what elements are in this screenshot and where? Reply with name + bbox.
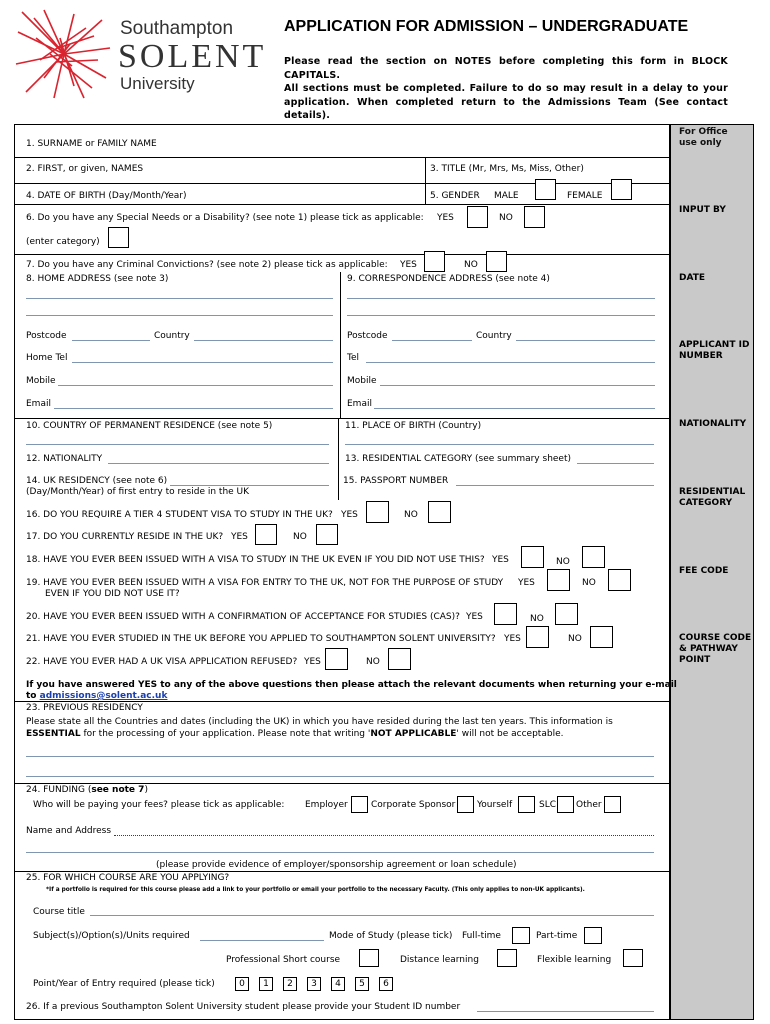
special-needs-yes-label: YES bbox=[437, 213, 454, 223]
q18-no-label: NO bbox=[556, 557, 570, 567]
funding-corporate-label: Corporate Sponsor bbox=[371, 800, 456, 810]
funding-employer-label: Employer bbox=[305, 800, 348, 810]
q22-label: 22. HAVE YOU EVER HAD A UK VISA APPLICATION REFUSED? bbox=[26, 657, 298, 667]
q19-yes-label: YES bbox=[518, 578, 535, 588]
previous-residency-input[interactable] bbox=[26, 776, 654, 777]
funding-yourself-checkbox[interactable] bbox=[518, 796, 535, 813]
point-6-checkbox[interactable]: 6 bbox=[379, 977, 393, 991]
place-of-birth-label: 11. PLACE OF BIRTH (Country) bbox=[345, 421, 482, 431]
q20-yes-checkbox[interactable] bbox=[494, 603, 517, 625]
mode-of-study-label: Mode of Study (please tick) bbox=[329, 931, 453, 941]
home-email-label: Email bbox=[26, 399, 51, 409]
funding-yourself-label: Yourself bbox=[477, 800, 513, 810]
special-needs-no-label: NO bbox=[499, 213, 513, 223]
corr-email-input[interactable] bbox=[374, 408, 655, 409]
home-tel-label: Home Tel bbox=[26, 353, 68, 363]
q21-yes-checkbox[interactable] bbox=[526, 626, 549, 648]
funding-slc-checkbox[interactable] bbox=[557, 796, 574, 813]
q17-yes-checkbox[interactable] bbox=[255, 524, 277, 545]
course-title-input[interactable] bbox=[90, 915, 654, 916]
q18-yes-label: YES bbox=[492, 555, 509, 565]
field-dob-label: 4. DATE OF BIRTH (Day/Month/Year) bbox=[26, 191, 187, 201]
professional-short-label: Professional Short course bbox=[226, 955, 341, 965]
corr-email-label: Email bbox=[347, 399, 372, 409]
home-mobile-input[interactable] bbox=[58, 385, 333, 386]
point-5-checkbox[interactable]: 5 bbox=[355, 977, 369, 991]
name-address-label: Name and Address bbox=[26, 826, 112, 836]
residential-category-input[interactable] bbox=[577, 463, 654, 464]
university-logo bbox=[14, 8, 267, 100]
criminal-yes-checkbox[interactable] bbox=[424, 251, 445, 272]
instruction-line: All sections must be completed. Failure to do so may result in a delay to your bbox=[284, 83, 728, 94]
q16-label: 16. DO YOU REQUIRE A TIER 4 STUDENT VISA TO STUDY IN THE UK? bbox=[26, 510, 333, 520]
home-address-line[interactable] bbox=[26, 298, 333, 299]
field-surname-label: 1. SURNAME or FAMILY NAME bbox=[26, 139, 157, 149]
corr-tel-input[interactable] bbox=[366, 362, 655, 363]
criminal-yes-label: YES bbox=[400, 260, 417, 270]
q17-no-label: NO bbox=[293, 532, 307, 542]
gender-male-label: MALE bbox=[494, 191, 519, 201]
office-title: For Office use only bbox=[679, 127, 728, 148]
student-id-label: 26. If a previous Southampton Solent University student please provide your Student ID number bbox=[26, 1002, 461, 1012]
criminal-no-label: NO bbox=[464, 260, 478, 270]
q18-no-checkbox[interactable] bbox=[582, 546, 605, 568]
funding-employer-checkbox[interactable] bbox=[351, 796, 368, 813]
professional-short-checkbox[interactable] bbox=[359, 949, 379, 967]
q17-yes-label: YES bbox=[231, 532, 248, 542]
home-postcode-label: Postcode bbox=[26, 331, 67, 341]
q16-no-checkbox[interactable] bbox=[428, 501, 451, 523]
instructions bbox=[284, 55, 728, 123]
office-input-by: INPUT BY bbox=[679, 205, 726, 215]
starburst-logo-icon bbox=[14, 8, 114, 100]
point-2-checkbox[interactable]: 2 bbox=[283, 977, 297, 991]
fulltime-checkbox[interactable] bbox=[512, 927, 530, 944]
corr-postcode-label: Postcode bbox=[347, 331, 388, 341]
home-mobile-label: Mobile bbox=[26, 376, 56, 386]
correspondence-address-label: 9. CORRESPONDENCE ADDRESS (see note 4) bbox=[347, 274, 550, 284]
field-special-needs-label: 6. Do you have any Special Needs or a Disability? (see note 1) please tick as applicable: bbox=[26, 213, 424, 223]
office-residential: RESIDENTIAL CATEGORY bbox=[679, 487, 746, 508]
special-needs-yes-checkbox[interactable] bbox=[467, 206, 488, 228]
course-label: 25. FOR WHICH COURSE ARE YOU APPLYING? bbox=[26, 873, 230, 883]
q22-no-label: NO bbox=[366, 657, 380, 667]
funding-corporate-checkbox[interactable] bbox=[457, 796, 474, 813]
office-fee-code: FEE CODE bbox=[679, 566, 729, 576]
parttime-label: Part-time bbox=[536, 931, 578, 941]
point-year-label: Point/Year of Entry required (please tick) bbox=[33, 979, 215, 989]
passport-number-label: 15. PASSPORT NUMBER bbox=[343, 476, 449, 486]
q21-no-label: NO bbox=[568, 634, 582, 644]
special-needs-no-checkbox[interactable] bbox=[524, 206, 545, 228]
funding-label: 24. FUNDING (see note 7) bbox=[26, 785, 148, 795]
q18-yes-checkbox[interactable] bbox=[521, 546, 544, 568]
q19-no-label: NO bbox=[582, 578, 596, 588]
admissions-email-link[interactable]: admissions@solent.ac.uk bbox=[39, 691, 168, 701]
funding-slc-label: SLC bbox=[539, 800, 557, 810]
q20-yes-label: YES bbox=[466, 612, 483, 622]
logo-line-southampton: Southampton bbox=[120, 18, 234, 39]
corr-address-line[interactable] bbox=[347, 315, 655, 316]
office-course-code: COURSE CODE & PATHWAY POINT bbox=[679, 633, 752, 665]
q20-no-label: NO bbox=[530, 614, 544, 624]
criminal-no-checkbox[interactable] bbox=[486, 251, 507, 272]
field-title-label: 3. TITLE (Mr, Mrs, Ms, Miss, Other) bbox=[430, 164, 584, 174]
previous-residency-text: Please state all the Countries and dates (including the UK) in which you have resided during the last ten years. This information is bbox=[26, 717, 613, 727]
name-address-input[interactable] bbox=[114, 835, 654, 836]
instruction-line: application. When completed return to the Admissions Team (See contact bbox=[284, 96, 728, 108]
gender-male-checkbox[interactable] bbox=[535, 179, 556, 200]
parttime-checkbox[interactable] bbox=[584, 927, 602, 944]
home-postcode-input[interactable] bbox=[72, 340, 150, 341]
q22-yes-checkbox[interactable] bbox=[325, 648, 348, 670]
office-applicant-id: APPLICANT ID NUMBER bbox=[679, 340, 750, 361]
q20-no-checkbox[interactable] bbox=[555, 603, 578, 625]
q22-yes-label: YES bbox=[304, 657, 321, 667]
home-email-input[interactable] bbox=[54, 408, 333, 409]
logo-line-solent: SOLENT bbox=[118, 38, 267, 75]
home-address-label: 8. HOME ADDRESS (see note 3) bbox=[26, 274, 169, 284]
evidence-note: (please provide evidence of employer/sponsorship agreement or loan schedule) bbox=[156, 860, 517, 870]
corr-country-input[interactable] bbox=[516, 340, 655, 341]
country-residence-label: 10. COUNTRY OF PERMANENT RESIDENCE (see note 5) bbox=[26, 421, 273, 431]
q20-label: 20. HAVE YOU EVER BEEN ISSUED WITH A CONFIRMATION OF ACCEPTANCE FOR STUDIES (CAS)? bbox=[26, 612, 460, 622]
passport-number-input[interactable] bbox=[456, 485, 654, 486]
flexible-label: Flexible learning bbox=[537, 955, 612, 965]
special-needs-category-label: (enter category) bbox=[26, 237, 100, 247]
q16-yes-checkbox[interactable] bbox=[366, 501, 389, 523]
instruction-line: Please read the section on NOTES before completing this form in BLOCK bbox=[284, 56, 728, 67]
point-1-checkbox[interactable]: 1 bbox=[259, 977, 273, 991]
uk-residency-label: 14. UK RESIDENCY (see note 6) bbox=[26, 476, 168, 486]
portfolio-note: *If a portfolio is required for this course please add a link to your portfolio or email your portfolio to the necessary Faculty. (This only applies to non-UK applicants). bbox=[46, 887, 585, 893]
q19-yes-checkbox[interactable] bbox=[547, 569, 570, 591]
fulltime-label: Full-time bbox=[462, 931, 501, 941]
previous-residency-label: 23. PREVIOUS RESIDENCY bbox=[26, 703, 143, 713]
corr-postcode-input[interactable] bbox=[392, 340, 472, 341]
subjects-label: Subject(s)/Option(s)/Units required bbox=[33, 931, 190, 941]
q16-yes-label: YES bbox=[341, 510, 358, 520]
nationality-input[interactable] bbox=[108, 463, 329, 464]
q17-no-checkbox[interactable] bbox=[316, 524, 338, 545]
q16-no-label: NO bbox=[404, 510, 418, 520]
course-title-label: Course title bbox=[33, 907, 85, 917]
uk-residency-sub: (Day/Month/Year) of first entry to reside in the UK bbox=[26, 487, 250, 497]
corr-mobile-input[interactable] bbox=[380, 385, 655, 386]
q21-no-checkbox[interactable] bbox=[590, 626, 613, 648]
home-tel-input[interactable] bbox=[72, 362, 333, 363]
residential-category-label: 13. RESIDENTIAL CATEGORY (see summary sheet) bbox=[345, 454, 572, 464]
nationality-label: 12. NATIONALITY bbox=[26, 454, 103, 464]
field-first-names-label: 2. FIRST, or given, NAMES bbox=[26, 164, 144, 174]
corr-mobile-label: Mobile bbox=[347, 376, 377, 386]
gender-female-checkbox[interactable] bbox=[611, 179, 632, 200]
name-address-input[interactable] bbox=[26, 852, 654, 853]
flexible-checkbox[interactable] bbox=[623, 949, 643, 967]
place-of-birth-input[interactable] bbox=[345, 444, 654, 445]
instruction-line: CAPITALS. bbox=[284, 69, 341, 81]
q21-label: 21. HAVE YOU EVER STUDIED IN THE UK BEFORE YOU APPLIED TO SOUTHAMPTON SOLENT UNIVERSITY? bbox=[26, 634, 496, 644]
previous-residency-text2: ESSENTIAL for the processing of your application. Please note that writing 'NOT APPLICABLE' will not be acceptable. bbox=[26, 729, 564, 739]
home-country-input[interactable] bbox=[194, 340, 333, 341]
office-use-column bbox=[670, 124, 754, 1020]
funding-other-checkbox[interactable] bbox=[604, 796, 621, 813]
point-3-checkbox[interactable]: 3 bbox=[307, 977, 321, 991]
q17-label: 17. DO YOU CURRENTLY RESIDE IN THE UK? bbox=[26, 532, 224, 542]
corr-country-label: Country bbox=[476, 331, 512, 341]
subjects-input[interactable] bbox=[200, 940, 324, 941]
q19-no-checkbox[interactable] bbox=[608, 569, 631, 591]
instruction-line: details). bbox=[284, 110, 331, 121]
distance-label: Distance learning bbox=[400, 955, 479, 965]
point-0-checkbox[interactable]: 0 bbox=[235, 977, 249, 991]
funding-question: Who will be paying your fees? please tick as applicable: bbox=[33, 800, 285, 810]
country-residence-input[interactable] bbox=[26, 444, 329, 445]
funding-other-label: Other bbox=[576, 800, 602, 810]
q19-label: 19. HAVE YOU EVER BEEN ISSUED WITH A VISA FOR ENTRY TO THE UK, NOT FOR THE PURPOSE OF STUDY bbox=[26, 578, 504, 588]
documents-notice: If you have answered YES to any of the above questions then please attach the relevant documents when returning your e-mail to admissions@solent.ac.uk bbox=[26, 680, 677, 701]
office-date: DATE bbox=[679, 273, 706, 283]
distance-checkbox[interactable] bbox=[497, 949, 517, 967]
home-country-label: Country bbox=[154, 331, 190, 341]
field-criminal-label: 7. Do you have any Criminal Convictions? (see note 2) please tick as applicable: bbox=[26, 260, 388, 270]
gender-female-label: FEMALE bbox=[567, 191, 603, 201]
corr-tel-label: Tel bbox=[347, 353, 360, 363]
student-id-input[interactable] bbox=[477, 1011, 654, 1012]
page-title: APPLICATION FOR ADMISSION – UNDERGRADUATE bbox=[284, 18, 689, 35]
home-address-line[interactable] bbox=[26, 315, 333, 316]
logo-line-university: University bbox=[120, 74, 195, 93]
corr-address-line[interactable] bbox=[347, 298, 655, 299]
office-nationality: NATIONALITY bbox=[679, 419, 747, 429]
point-4-checkbox[interactable]: 4 bbox=[331, 977, 345, 991]
q21-yes-label: YES bbox=[504, 634, 521, 644]
q19-label-cont: EVEN IF YOU DID NOT USE IT? bbox=[45, 589, 180, 599]
uk-residency-input[interactable] bbox=[170, 485, 329, 486]
field-gender-label: 5. GENDER bbox=[430, 191, 480, 201]
special-needs-category-box[interactable] bbox=[108, 227, 129, 248]
previous-residency-input[interactable] bbox=[26, 756, 654, 757]
q18-label: 18. HAVE YOU EVER BEEN ISSUED WITH A VISA TO STUDY IN THE UK EVEN IF YOU DID NOT USE THIS? bbox=[26, 555, 485, 565]
q22-no-checkbox[interactable] bbox=[388, 648, 411, 670]
